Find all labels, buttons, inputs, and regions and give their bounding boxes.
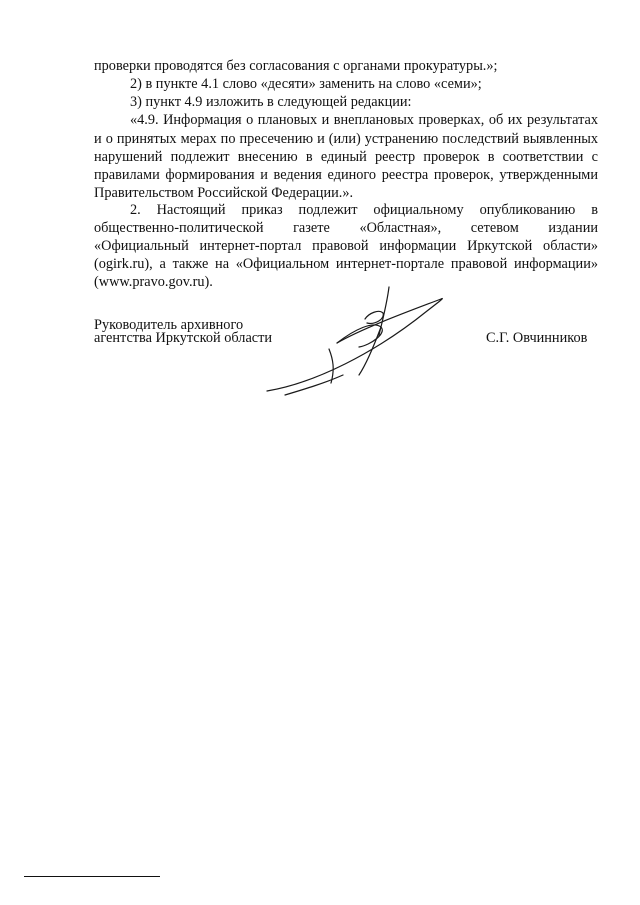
footnote-divider — [24, 876, 160, 877]
paragraph-line: 2) в пункте 4.1 слово «десяти» заменить на слово «семи»; — [130, 76, 482, 92]
paragraph-line: «Официальный интернет-портал правовой информации Иркутской области» — [94, 238, 598, 254]
signatory-position-line2: агентства Иркутской области — [94, 330, 273, 346]
paragraph-line: правилами формирования и ведения единого реестра проверок, утвержденными — [94, 167, 598, 183]
paragraph-line: (ogirk.ru), а также на «Официальном интернет-портале правовой информации» — [94, 256, 598, 272]
paragraph-line: Правительством Российской Федерации.». — [94, 185, 354, 201]
paragraph-line: проверки проводятся без согласования с органами прокуратуры.»; — [94, 58, 498, 74]
paragraph-line: 2. Настоящий приказ подлежит официальному опубликованию в — [130, 202, 598, 218]
paragraph-line: общественно-политической газете «Областная», сетевом издании — [94, 220, 598, 236]
paragraph-line: (www.pravo.gov.ru). — [94, 274, 213, 290]
paragraph-line: и о принятых мерах по пресечению и (или) устранению последствий выявленных — [94, 131, 598, 147]
paragraph-line: 3) пункт 4.9 изложить в следующей редакции: — [130, 94, 412, 110]
handwritten-signature — [255, 283, 455, 403]
signatory-position-line1: Руководитель архивного — [94, 317, 244, 333]
paragraph-line: «4.9. Информация о плановых и внеплановых проверках, об их результатах — [130, 112, 598, 128]
signatory-name: С.Г. Овчинников — [486, 330, 588, 346]
paragraph-line: нарушений подлежит внесению в единый реестр проверок в соответствии с — [94, 149, 598, 165]
